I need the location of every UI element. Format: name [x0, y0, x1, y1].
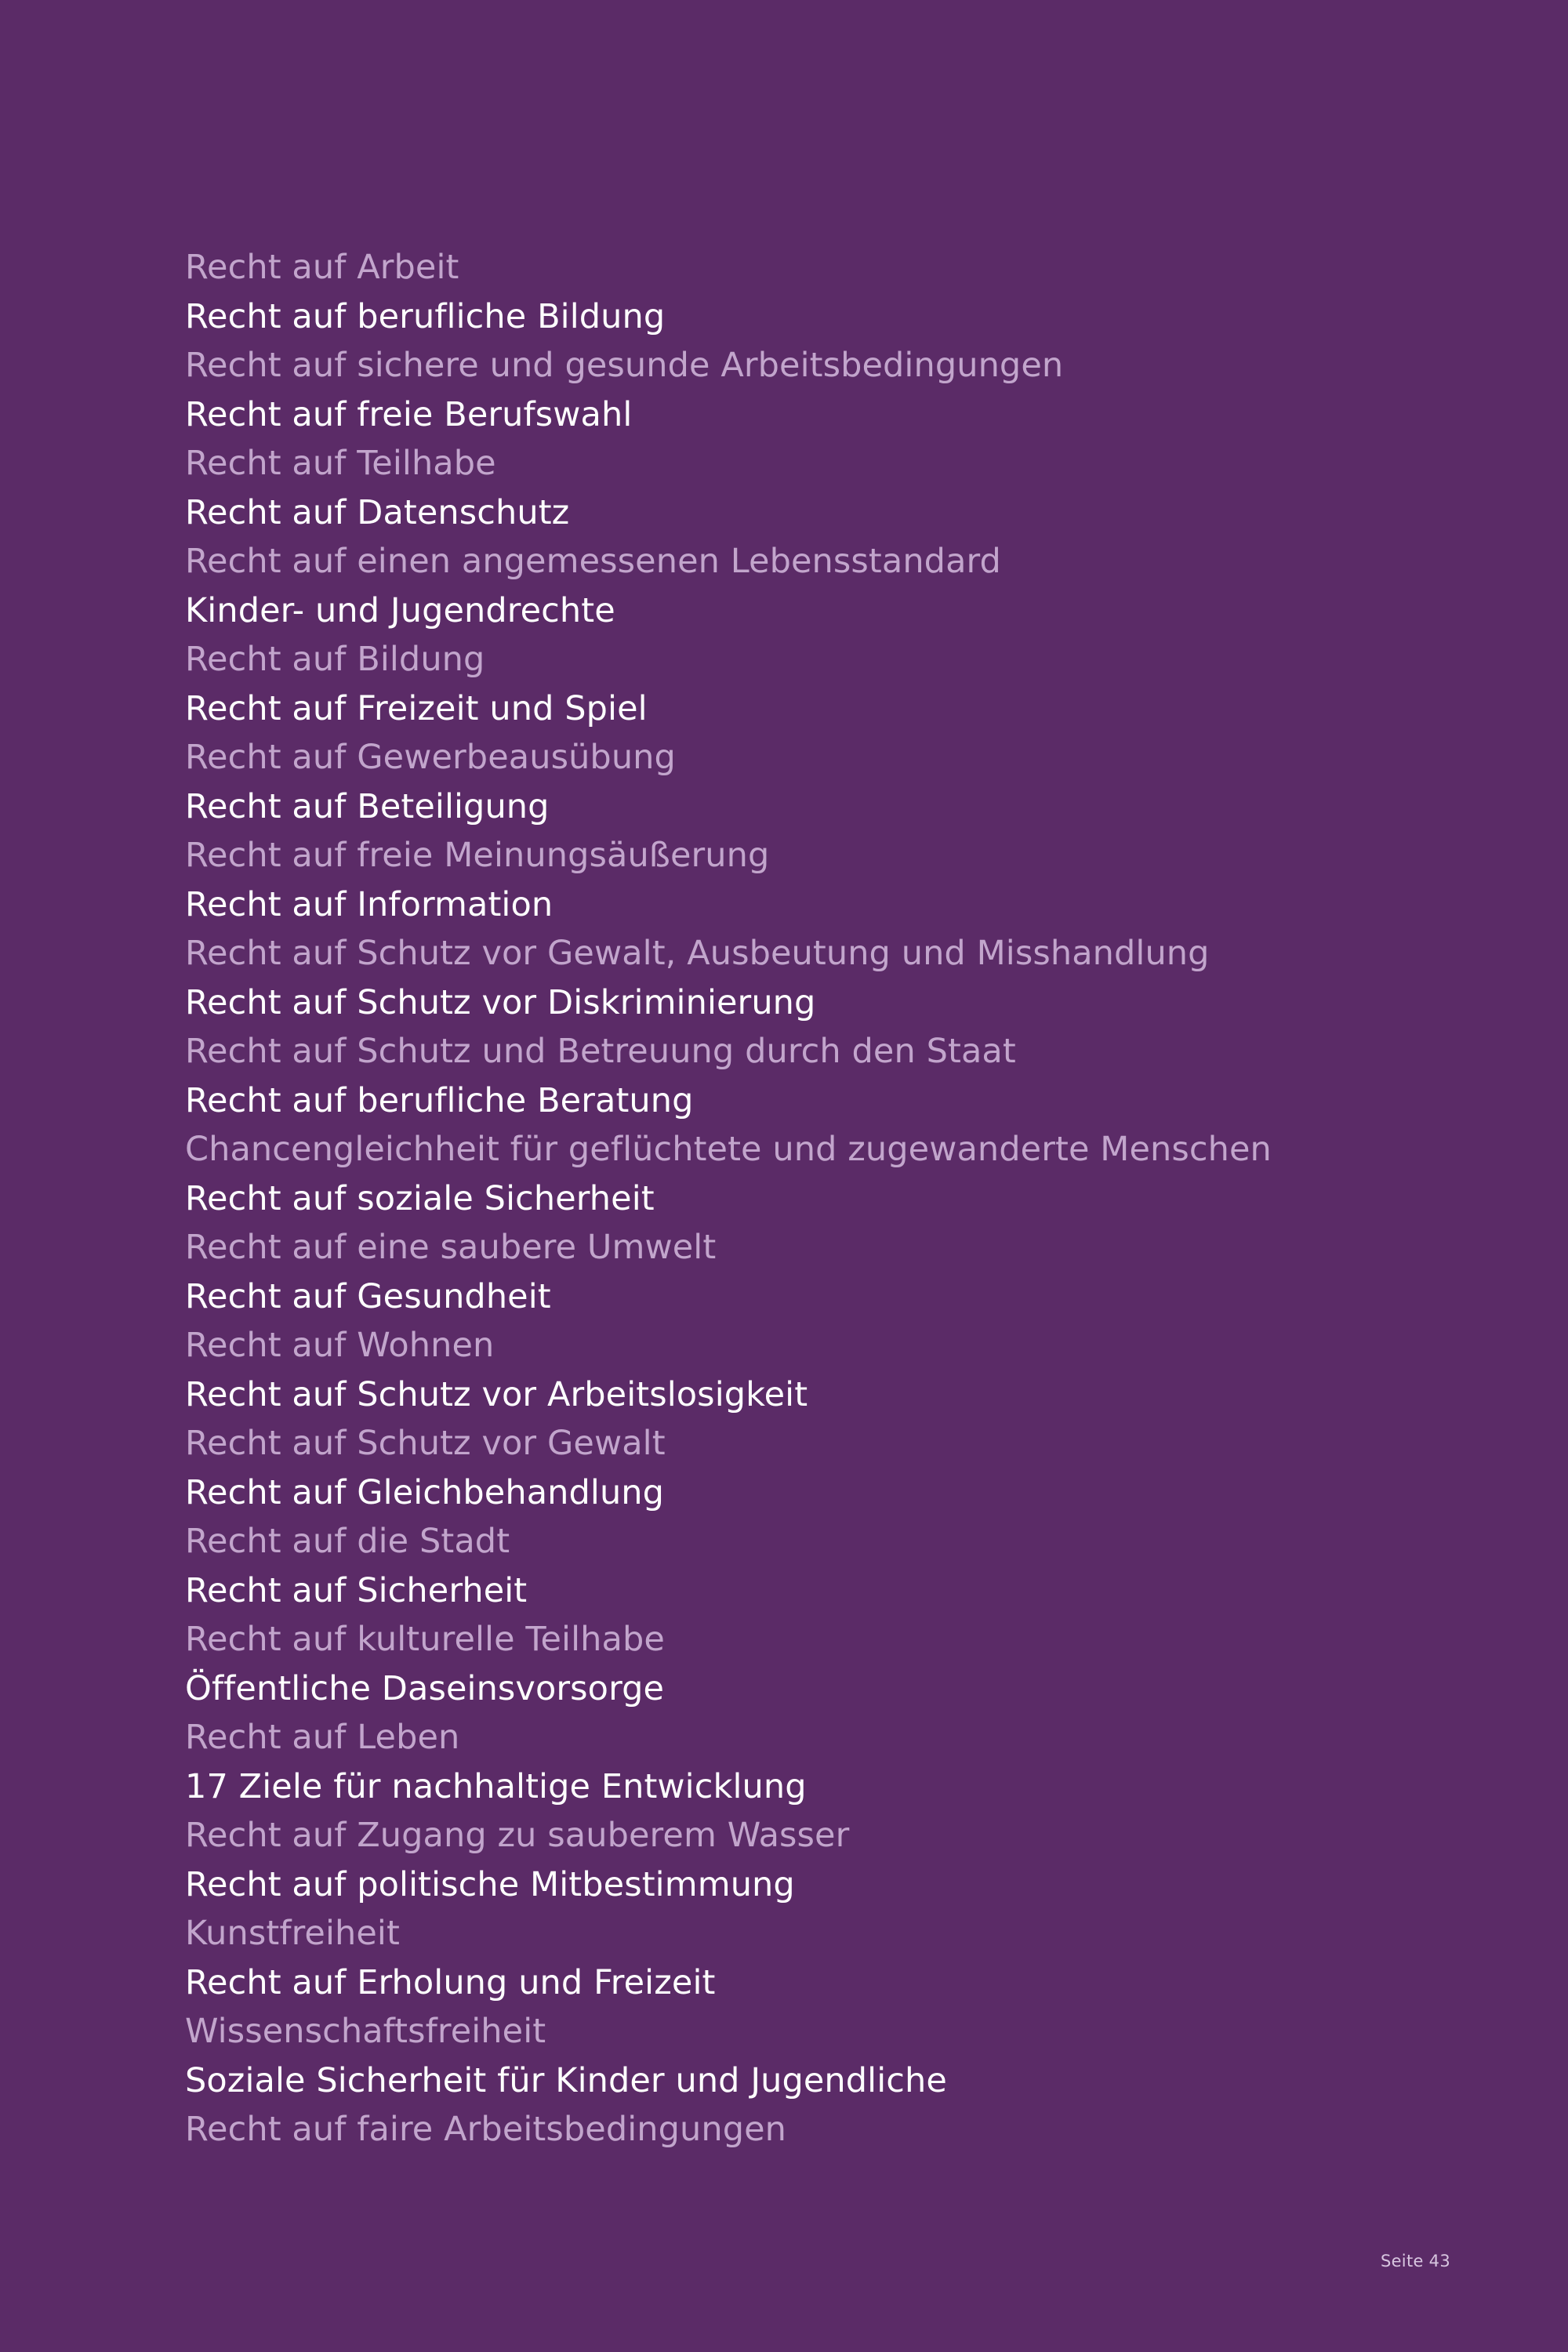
list-item: Recht auf Erholung und Freizeit: [185, 1962, 716, 2002]
list-item: Recht auf kulturelle Teilhabe: [185, 1620, 665, 1659]
list-item: Recht auf Gesundheit: [185, 1276, 551, 1316]
list-item: Recht auf Zugang zu sauberem Wasser: [185, 1816, 850, 1855]
list-item: Recht auf Teilhabe: [185, 444, 496, 483]
list-item: Recht auf Schutz vor Arbeitslosigkeit: [185, 1374, 808, 1414]
list-item: Öffentliche Daseinsvorsorge: [185, 1668, 665, 1708]
list-item: Wissenschaftsfreiheit: [185, 2012, 546, 2051]
list-item: Recht auf Datenschutz: [185, 492, 570, 532]
list-item: Recht auf Beteiligung: [185, 786, 550, 826]
list-item: Recht auf Bildung: [185, 640, 485, 679]
list-item: Recht auf politische Mitbestimmung: [185, 1864, 795, 1904]
list-item: Kinder- und Jugendrechte: [185, 590, 615, 630]
list-item: Kunstfreiheit: [185, 1914, 400, 1953]
list-item: Recht auf Wohnen: [185, 1326, 495, 1365]
list-item: Chancengleichheit für geflüchtete und zugewanderte Menschen: [185, 1130, 1272, 1169]
list-item: Recht auf freie Meinungsäußerung: [185, 836, 770, 875]
list-item: Recht auf die Stadt: [185, 1522, 510, 1561]
list-item: Recht auf einen angemessenen Lebensstandard: [185, 542, 1001, 581]
list-item: Recht auf berufliche Beratung: [185, 1080, 694, 1120]
list-item: Recht auf Schutz und Betreuung durch den Staat: [185, 1032, 1016, 1071]
list-item: Recht auf soziale Sicherheit: [185, 1178, 655, 1218]
list-item: Recht auf berufliche Bildung: [185, 296, 666, 336]
list-item: Recht auf eine saubere Umwelt: [185, 1228, 717, 1267]
list-item: Recht auf sichere und gesunde Arbeitsbedingungen: [185, 346, 1064, 385]
list-item: Recht auf Gleichbehandlung: [185, 1472, 665, 1512]
list-item: Recht auf Arbeit: [185, 248, 459, 287]
list-item: Recht auf Schutz vor Gewalt: [185, 1424, 666, 1463]
list-item: Recht auf Sicherheit: [185, 1570, 528, 1610]
list-item: Recht auf freie Berufswahl: [185, 394, 633, 434]
list-item: Recht auf Schutz vor Diskriminierung: [185, 982, 816, 1022]
list-item: Recht auf Gewerbeausübung: [185, 738, 676, 777]
list-item: Recht auf Leben: [185, 1718, 460, 1757]
page-number: Seite 43: [1380, 2252, 1450, 2270]
list-item: Recht auf Freizeit und Spiel: [185, 688, 648, 728]
list-item: Recht auf Information: [185, 884, 554, 924]
list-item: Soziale Sicherheit für Kinder und Jugendliche: [185, 2060, 947, 2100]
rights-list: [185, 243, 1450, 2154]
list-item: Recht auf Schutz vor Gewalt, Ausbeutung und Misshandlung: [185, 934, 1210, 973]
list-item: 17 Ziele für nachhaltige Entwicklung: [185, 1766, 807, 1806]
list-item: Recht auf faire Arbeitsbedingungen: [185, 2110, 787, 2149]
